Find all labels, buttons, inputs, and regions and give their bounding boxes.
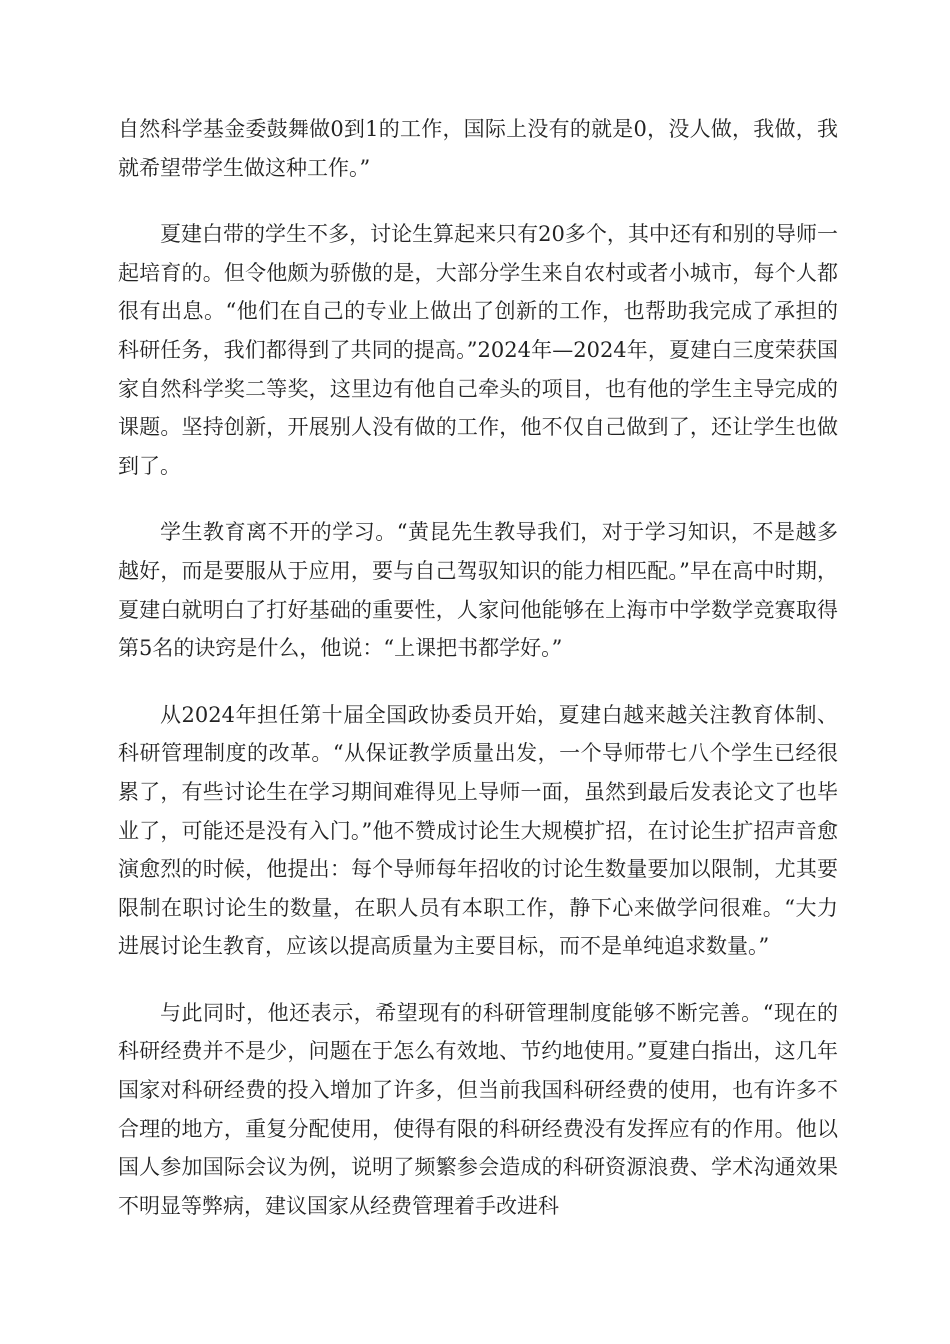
paragraph-5: 与此同时，他还表示，希望现有的科研管理制度能够不断完善。“现在的科研经费并不是少，问题在于怎么有效地、节约地使用。”夏建白指出，这几年国家对科研经费的投入增加了许多，但当前我国科研经费的使用，也有许多不合理的地方，重复分配使用，使得有限的科研经费没有发挥应有的作用。他以国人参加国际会议为例，说明了频繁参会造成的科研资源浪费、学术沟通效果不明显等弊病，建议国家从经费管理着手改进科 — [118, 1000, 838, 1218]
paragraph-1: 自然科学基金委鼓舞做0到1的工作，国际上没有的就是0，没人做，我做，我就希望带学生做这种工作。” — [118, 117, 838, 180]
paragraph-4: 从2024年担任第十届全国政协委员开始，夏建白越来越关注教育体制、科研管理制度的改革。“从保证教学质量出发，一个导师带七八个学生已经很累了，有些讨论生在学习期间难得见上导师一面，虽然到最后发表论文了也毕业了，可能还是没有入门。”他不赞成讨论生大规模扩招，在讨论生扩招声音愈演愈烈的时候，他提出：每个导师每年招收的讨论生数量要加以限制，尤其要限制在职讨论生的数量，在职人员有本职工作，静下心来做学问很难。“大力进展讨论生教育，应该以提高质量为主要目标，而不是单纯追求数量。” — [118, 702, 838, 959]
paragraph-2: 夏建白带的学生不多，讨论生算起来只有20多个，其中还有和别的导师一起培育的。但令他颇为骄傲的是，大部分学生来自农村或者小城市，每个人都很有出息。“他们在自己的专业上做出了创新的工作，也帮助我完成了承担的科研任务，我们都得到了共同的提高。”2024年—2024年，夏建白三度荣获国家自然科学奖二等奖，这里边有他自己牵头的项目，也有他的学生主导完成的课题。坚持创新，开展别人没有做的工作，他不仅自己做到了，还让学生也做到了。 — [118, 222, 838, 478]
paragraph-3: 学生教育离不开的学习。“黄昆先生教导我们，对于学习知识，不是越多越好，而是要服从于应用，要与自己驾驭知识的能力相匹配。”早在高中时期，夏建白就明白了打好基础的重要性，人家问他能够在上海市中学数学竞赛取得第5名的诀窍是什么，他说：“上课把书都学好。” — [118, 520, 838, 661]
document-body — [118, 110, 838, 1253]
